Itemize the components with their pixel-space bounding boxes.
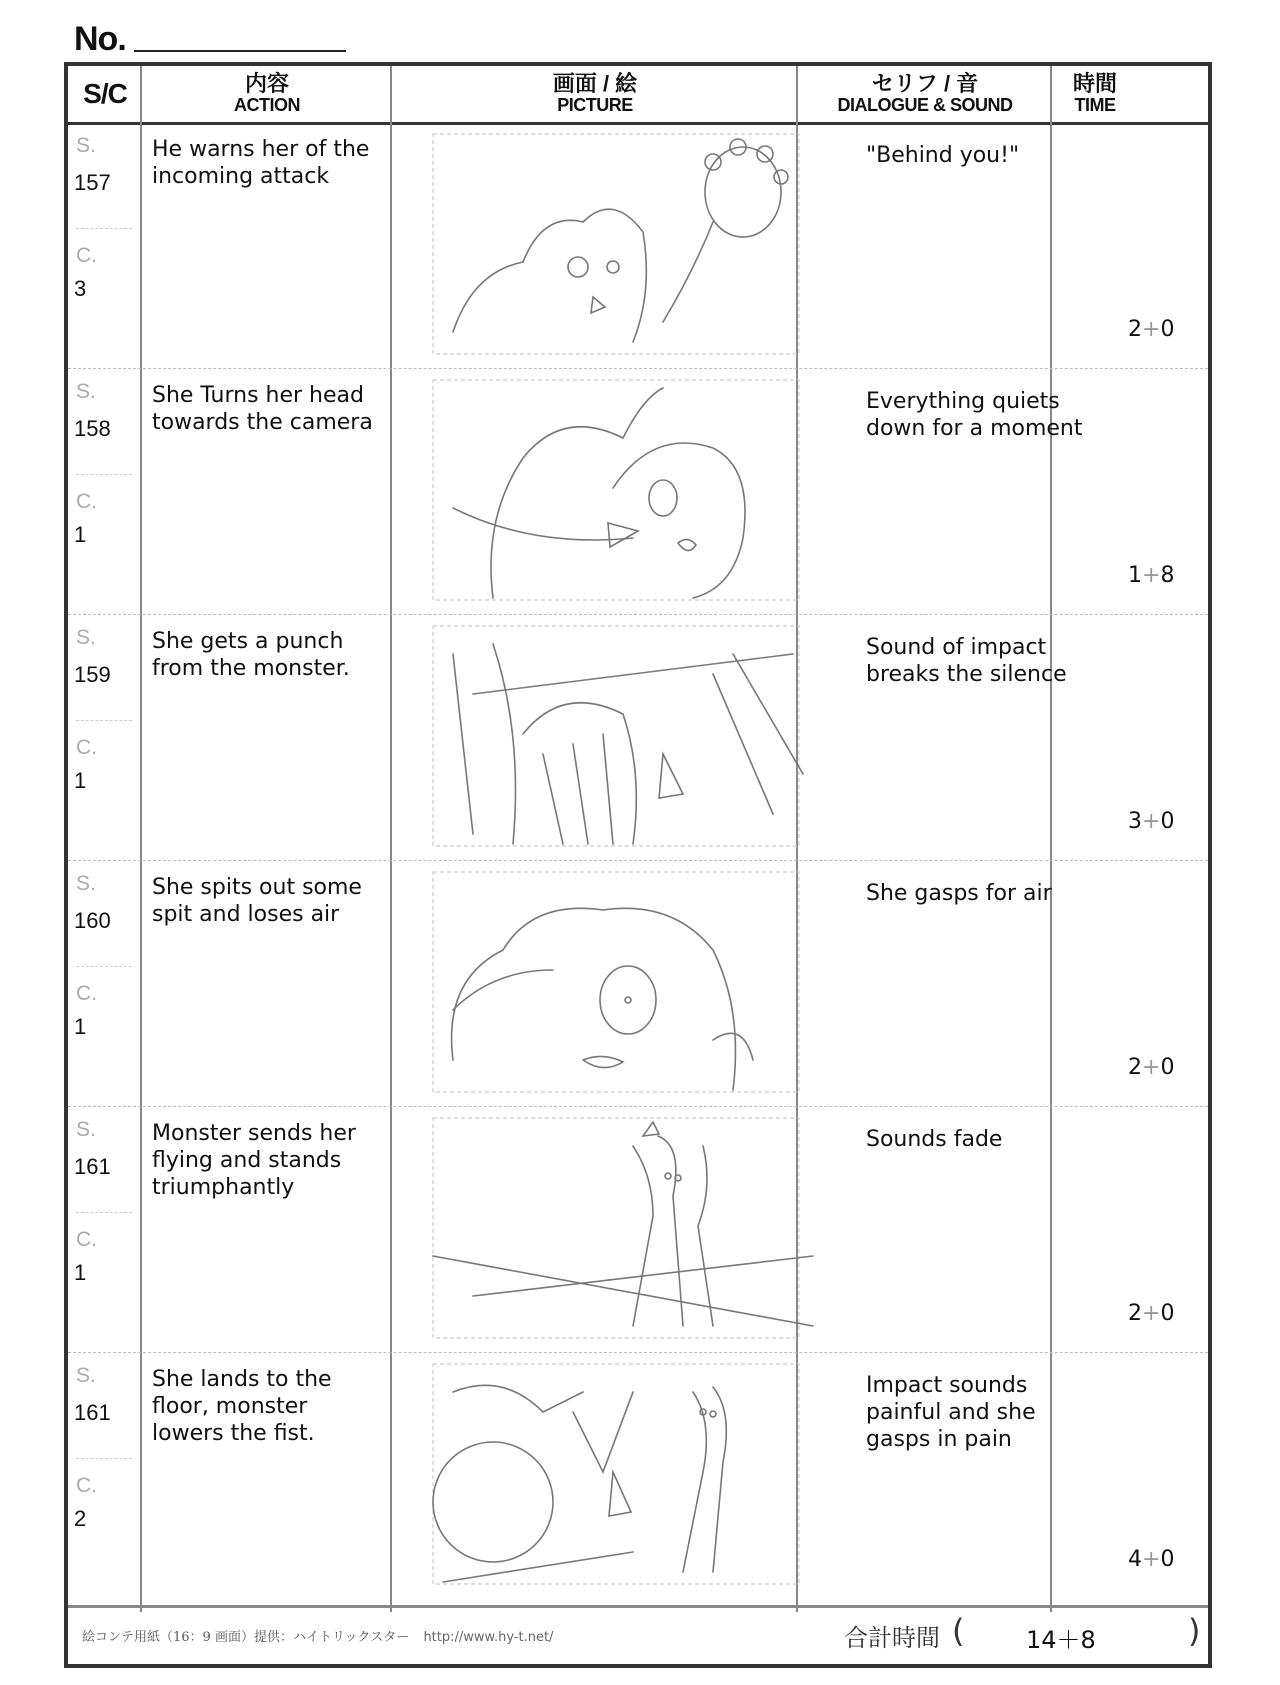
cut-number: 1 — [74, 1014, 87, 1039]
scene-label: S. — [76, 134, 96, 157]
sc-divider — [76, 228, 132, 229]
storyboard-row — [68, 1106, 1208, 1352]
total-time-label: 合計時間 — [844, 1624, 940, 1652]
scene-number: 160 — [74, 908, 111, 933]
cut-label: C. — [76, 1474, 97, 1497]
credit-url[interactable]: http://www.hy-t.net/ — [423, 1630, 554, 1645]
header-time — [1052, 66, 1138, 122]
storyboard-row — [68, 122, 1208, 368]
time-plus: + — [1142, 1055, 1161, 1080]
dialogue-text: Sound of impact breaks the silence — [866, 635, 1067, 687]
header-action — [142, 66, 392, 122]
header-dialogue-jp: セリフ / 音 — [871, 71, 979, 96]
header-picture-en: PICTURE — [557, 95, 633, 115]
header-time-en: TIME — [1074, 95, 1116, 115]
scene-number: 161 — [74, 1154, 111, 1179]
storyboard-row — [68, 368, 1208, 614]
cut-label: C. — [76, 490, 97, 513]
sketch-image — [413, 368, 847, 614]
cut-number: 2 — [74, 1506, 87, 1531]
time-plus: + — [1142, 317, 1161, 342]
scene-number: 161 — [74, 1400, 111, 1425]
header-action-en: ACTION — [234, 95, 300, 115]
header-dialogue-en: DIALOGUE & SOUND — [837, 95, 1013, 115]
sc-divider — [76, 474, 132, 475]
time-value — [1128, 809, 1218, 834]
scene-label: S. — [76, 626, 96, 649]
sc-divider — [76, 1458, 132, 1459]
action-text: Monster sends her flying and stands triumphantly — [152, 1121, 356, 1200]
header-row — [68, 66, 1208, 125]
time-seconds: 2 — [1128, 317, 1142, 342]
time-value — [1128, 1055, 1218, 1080]
no-line — [134, 50, 346, 52]
picture-frame — [413, 614, 847, 860]
action-text: She gets a punch from the monster. — [152, 629, 350, 681]
header-action-jp: 内容 — [244, 71, 289, 96]
time-seconds: 1 — [1128, 563, 1142, 588]
cut-label: C. — [76, 736, 97, 759]
cut-label: C. — [76, 244, 97, 267]
storyboard-sheet — [64, 62, 1212, 1668]
time-plus: + — [1142, 1547, 1161, 1572]
time-frames: 8 — [1160, 563, 1175, 588]
picture-frame — [413, 1106, 847, 1352]
time-frames: 0 — [1160, 1301, 1175, 1326]
cut-number: 3 — [74, 276, 87, 301]
action-text: She Turns her head towards the camera — [152, 383, 373, 435]
time-plus: + — [1142, 809, 1161, 834]
dialogue-text: She gasps for air — [866, 881, 1052, 906]
time-seconds: 2 — [1128, 1055, 1142, 1080]
header-picture — [392, 66, 798, 122]
footer — [68, 1605, 1208, 1664]
scene-label: S. — [76, 1118, 96, 1141]
sc-divider — [76, 720, 132, 721]
cut-number: 1 — [74, 522, 87, 547]
action-text: He warns her of the incoming attack — [152, 137, 370, 189]
time-value — [1128, 317, 1218, 342]
storyboard-row — [68, 860, 1208, 1106]
header-picture-jp: 画面 / 絵 — [552, 71, 638, 96]
time-frames: 0 — [1160, 1547, 1175, 1572]
credit-text — [82, 1626, 553, 1645]
storyboard-row — [68, 614, 1208, 860]
header-dialogue — [798, 66, 1052, 122]
sc-divider — [76, 966, 132, 967]
header-sc: S/C — [83, 78, 127, 109]
sketch-image — [413, 122, 847, 368]
no-label: No. — [74, 20, 126, 58]
sc-divider — [76, 1212, 132, 1213]
picture-frame — [413, 860, 847, 1106]
dialogue-text: Impact sounds painful and she gasps in pain — [866, 1373, 1036, 1452]
scene-number: 159 — [74, 662, 111, 687]
total-open-paren: ( — [952, 1612, 965, 1650]
total-time-value: 14＋8 — [1026, 1626, 1096, 1654]
scene-number: 157 — [74, 170, 111, 195]
time-plus: + — [1142, 563, 1161, 588]
dialogue-text: "Behind you!" — [866, 143, 1020, 168]
time-seconds: 2 — [1128, 1301, 1142, 1326]
total-close-paren: ) — [1188, 1612, 1201, 1650]
sketch-image — [413, 614, 847, 860]
cut-number: 1 — [74, 1260, 87, 1285]
picture-frame — [413, 1352, 847, 1598]
cut-label: C. — [76, 1228, 97, 1251]
time-value — [1128, 1301, 1218, 1326]
cut-label: C. — [76, 982, 97, 1005]
action-text: She lands to the floor, monster lowers the fist. — [152, 1367, 332, 1446]
scene-number: 158 — [74, 416, 111, 441]
sketch-image — [413, 1352, 847, 1598]
sketch-image — [413, 860, 847, 1106]
time-frames: 0 — [1160, 1055, 1175, 1080]
action-text: She spits out some spit and loses air — [152, 875, 362, 927]
scene-label: S. — [76, 380, 96, 403]
time-frames: 0 — [1160, 317, 1175, 342]
header-time-jp: 時間 — [1072, 71, 1117, 96]
dialogue-text: Sounds fade — [866, 1127, 1003, 1152]
time-seconds: 3 — [1128, 809, 1142, 834]
credit-label: 絵コンテ用紙（16：9 画面）提供：ハイトリックスター — [82, 1630, 410, 1645]
time-frames: 0 — [1160, 809, 1175, 834]
sketch-image — [413, 1106, 847, 1352]
picture-frame — [413, 122, 847, 368]
time-value — [1128, 563, 1218, 588]
cut-number: 1 — [74, 768, 87, 793]
time-plus: + — [1142, 1301, 1161, 1326]
dialogue-text: Everything quiets down for a moment — [866, 389, 1083, 441]
storyboard-row — [68, 1352, 1208, 1598]
scene-label: S. — [76, 1364, 96, 1387]
picture-frame — [413, 368, 847, 614]
time-seconds: 4 — [1128, 1547, 1142, 1572]
time-value — [1128, 1547, 1218, 1572]
scene-label: S. — [76, 872, 96, 895]
